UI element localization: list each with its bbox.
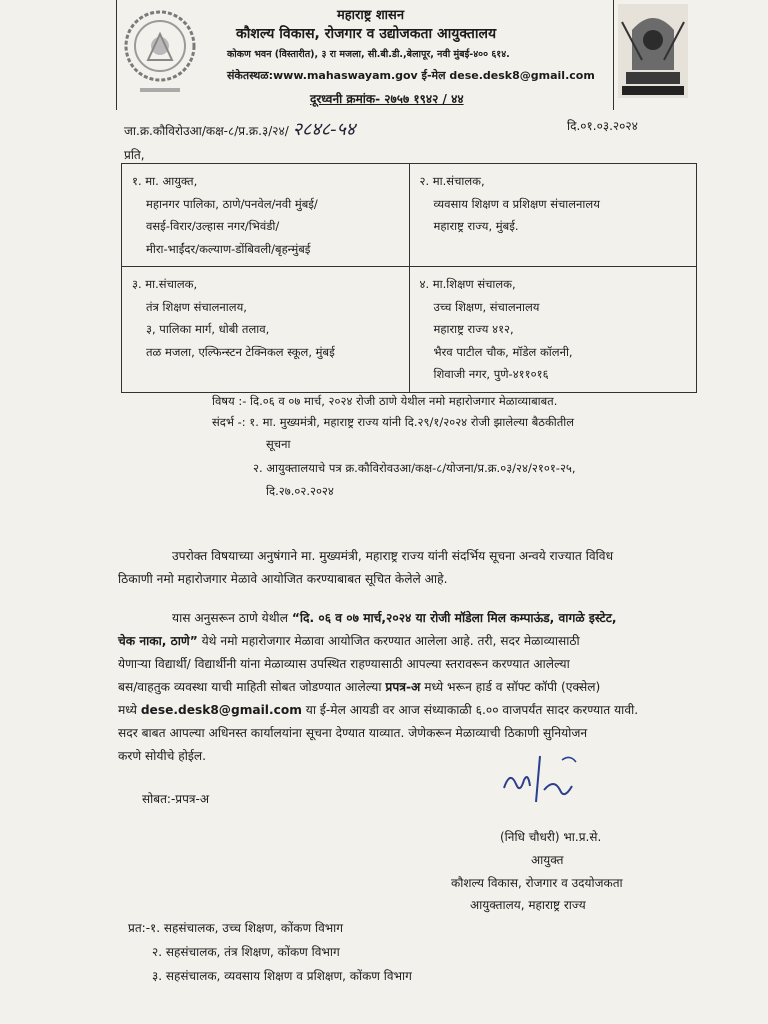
signatory-post: आयुक्त: [531, 853, 564, 867]
para2-text: या ई-मेल आयडी वर आज संध्याकाळी ६.०० वाजपर्यंत सादर करण्यात यावी.: [301, 703, 639, 717]
addressee-title: ४. मा.शिक्षण संचालक,: [419, 277, 516, 291]
para2-line7: करणे सोयीचे होईल.: [118, 749, 207, 763]
addressee-cell: [122, 267, 410, 393]
shivaji-seal-icon: [612, 0, 694, 102]
enclosure-label: सोबत:-प्रपत्र-अ: [142, 792, 210, 806]
addressee-line: तंत्र शिक्षण संचालनालय,: [146, 299, 247, 314]
addressee-line: शिवाजी नगर, पुणे-४११०१६: [433, 367, 549, 381]
para1-line1: उपरोक्त विषयाच्या अनुषंगाने मा. मुख्यमंत्री, महाराष्ट्र राज्य यांनी संदर्भिय सूचना अन्वये राज्यात विविध: [172, 549, 614, 563]
addressee-line: महाराष्ट्र राज्य, मुंबई.: [433, 219, 519, 233]
para2-line1: [172, 607, 616, 629]
reference-2a: २. आयुक्तालयाचे पत्र क्र.कौविरोवउआ/कक्ष-८/योजना/प्र.क्र.०३/२४/२१०१-२५,: [253, 461, 576, 475]
addressee-line: महाराष्ट्र राज्य ४१२,: [433, 322, 514, 336]
addressee-line: उच्च शिक्षण, संचालनालय: [433, 299, 540, 314]
addressee-line: तळ मजला, एल्फिन्स्टन टेक्निकल स्कूल, मुंबई: [146, 344, 335, 359]
subject-line: विषय :- दि.०६ व ०७ मार्च, २०२४ रोजी ठाणे येथील नमो महारोजगार मेळाव्याबाबत.: [212, 394, 558, 408]
letter-number: जा.क्र.कौविरोउआ/कक्ष-८/प्र.क्र.३/२४/: [124, 124, 289, 138]
copy-line: २. सहसंचालक, तंत्र शिक्षण, कोंकण विभाग: [152, 945, 340, 959]
addressee-line: महानगर पालिका, ठाणे/पनवेल/नवी मुंबई/: [146, 196, 318, 211]
para1-line2: ठिकाणी नमो महारोजगार मेळावे आयोजित करण्याबाबत सूचित केलेले आहे.: [118, 572, 448, 586]
letter-date: दि.०१.०३.२०२४: [567, 119, 638, 133]
para2-text: मध्ये भरून हार्ड व सॉफ्ट कॉपी (एक्सेल): [420, 680, 601, 694]
addressee-cell: [409, 164, 697, 267]
reference-1a: संदर्भ -: १. मा. मुख्यमंत्री, महाराष्ट्र राज्य यांनी दि.२९/१/२०२४ रोजी झालेल्या बैठकीतील: [212, 415, 575, 429]
copy-line: प्रत:-१. सहसंचालक, उच्च शिक्षण, कोंकण विभाग: [128, 921, 344, 935]
signatory-name: (निधि चौधरी) भा.प्र.से.: [500, 830, 602, 844]
copy-line: ३. सहसंचालक, व्यवसाय शिक्षण व प्रशिक्षण, कोंकण विभाग: [152, 969, 412, 983]
addressee-cell: [409, 267, 697, 393]
email-address: dese.desk8@gmail.com: [140, 703, 302, 717]
addressee-table: [121, 163, 697, 393]
govt-name: महाराष्ट्र शासन: [337, 8, 405, 23]
signatory-dept2: आयुक्तालय, महाराष्ट्र राज्य: [470, 898, 586, 912]
skill-india-logo-icon: [118, 4, 202, 100]
addressee-title: १. मा. आयुक्त,: [132, 174, 198, 188]
para2-line6: सदर बाबत आपल्या अधिनस्त कार्यालयांना सूचना देण्यात याव्यात. जेणेकरून मेळाव्याची ठिकाणी सुनियोजन: [118, 726, 588, 740]
para2-line5: [118, 699, 638, 721]
signatory-dept1: कौशल्य विकास, रोजगार व उदयोजकता: [451, 876, 623, 890]
addressee-line: भैरव पाटील चौक, मॉडेल कॉलनी,: [433, 344, 573, 359]
addressee-line: ३, पालिका मार्ग, धोबी तलाव,: [146, 322, 270, 336]
addressee-cell: [122, 164, 410, 267]
addressee-title: २. मा.संचालक,: [419, 174, 485, 188]
reference-2b: दि.२७.०२.२०२४: [266, 484, 334, 498]
para2-text: यास अनुसरून ठाणे येथील: [172, 611, 292, 625]
addressee-line: मीरा-भाईंदर/कल्याण-डोंबिवली/बृहन्मुंबई: [146, 241, 311, 256]
para2-text: येथे नमो महारोजगार मेळावा आयोजित करण्यात आलेला आहे. तरी, सदर मेळाव्यासाठी: [197, 634, 580, 648]
reference-1b: सूचना: [266, 437, 291, 451]
addressee-line: व्यवसाय शिक्षण व प्रशिक्षण संचालनालय: [433, 196, 600, 211]
addressee-line: वसई-विरार/उल्हास नगर/भिवंडी/: [146, 219, 280, 233]
office-address: कोकण भवन (विस्तारीत), ३ रा मजला, सी.बी.डी.,बेलापूर, नवी मुंबई-४०० ६१४.: [227, 49, 510, 60]
to-label: प्रति,: [124, 148, 145, 162]
para2-text: मध्ये: [118, 703, 141, 717]
addressee-title: ३. मा.संचालक,: [132, 277, 198, 291]
website-email: संकेतस्थळ:www.mahaswayam.gov ई-मेल dese.desk8@gmail.com: [227, 69, 595, 82]
handwritten-number: २८४८-५४: [292, 119, 356, 140]
letter-number-row: [124, 117, 355, 141]
para2-venue-end: चेक नाका, ठाणे”: [118, 634, 198, 648]
form-name: प्रपत्र-अ: [385, 680, 421, 694]
para2-line4: [118, 676, 600, 698]
para2-line2: [118, 630, 580, 652]
para2-line3: येणाऱ्या विद्यार्थी/ विद्यार्थीनी यांना मेळाव्यास उपस्थित राहण्यासाठी आपल्या स्तरावरून करण्यात आलेल्या: [118, 657, 570, 671]
office-name: कौशल्य विकास, रोजगार व उद्योजकता आयुक्तालय: [236, 26, 497, 42]
para2-venue: “दि. ०६ व ०७ मार्च,२०२४ या रोजी मॉडेला मिल कम्पाऊंड, वागळे इस्टेट,: [291, 611, 617, 625]
phone-number: दूरध्वनी क्रमांक- २७५७ १९४२ / ४४: [310, 92, 464, 106]
para2-text: बस/वाहतुक व्यवस्था याची माहिती सोबत जोडण्यात आलेल्या: [118, 680, 386, 694]
signature-icon: [500, 750, 590, 810]
